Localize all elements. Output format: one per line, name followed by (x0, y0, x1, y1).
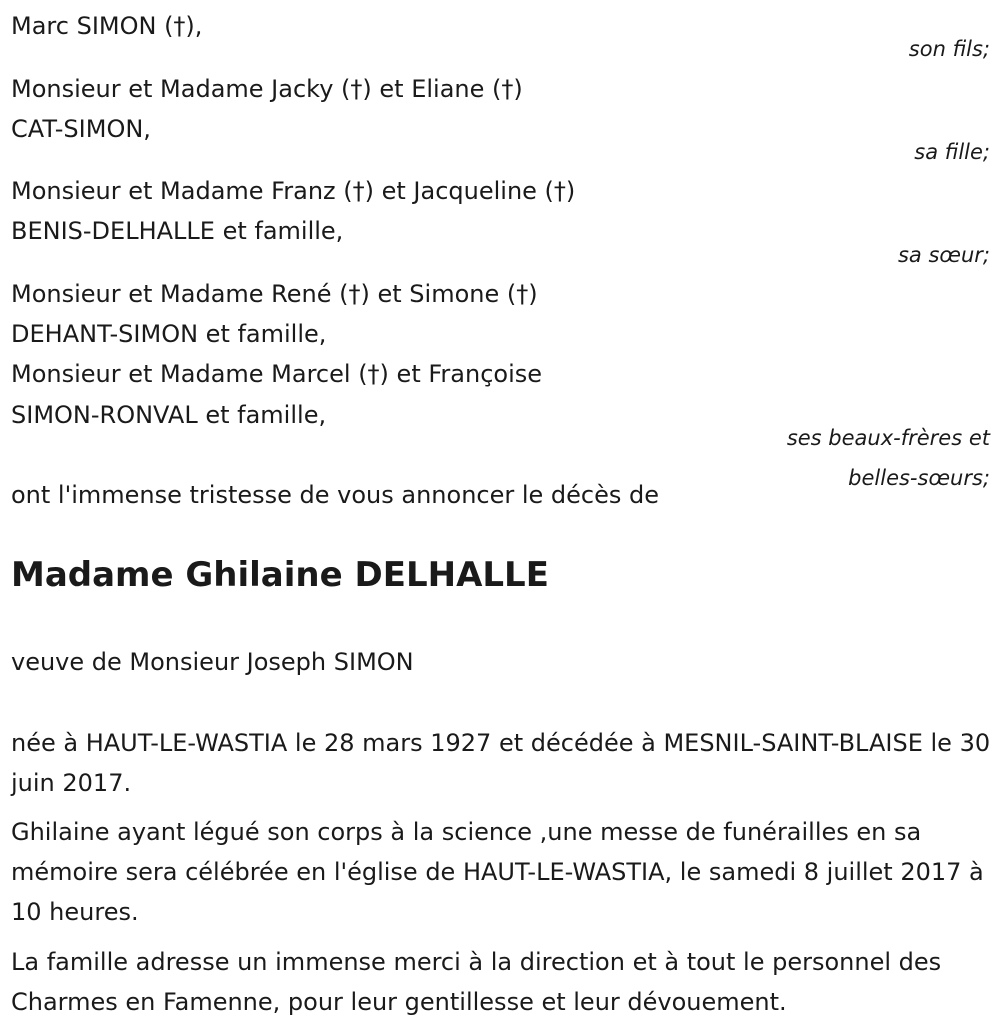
family-line: DEHANT-SIMON et famille, (11, 320, 327, 348)
family-line: Monsieur et Madame Franz (†) et Jacqueline (†) (11, 177, 576, 205)
family-line: Marc SIMON (†), (11, 12, 203, 40)
family-line: Monsieur et Madame René (†) et Simone (†) (11, 280, 538, 308)
relation-label: sa sœur; (897, 243, 990, 267)
family-line: SIMON-RONVAL et famille, (11, 401, 327, 429)
birth-death-text: née à HAUT-LE-WASTIA le 28 mars 1927 et décédée à MESNIL-SAINT-BLAISE le 30 juin 2017. (11, 729, 991, 797)
relation-label: sa fille; (914, 140, 990, 164)
family-line: Monsieur et Madame Marcel (†) et Françoise (11, 360, 543, 388)
relation-label: ses beaux-frères et (786, 426, 990, 450)
thanks-text: La famille adresse un immense merci à la direction et à tout le personnel des Charmes en Famenne, pour leur gentillesse et leur dévouement. (11, 948, 942, 1016)
funeral-text: Ghilaine ayant légué son corps à la science ,une messe de funérailles en sa mémoire sera célébrée en l'église de HAUT-LE-WASTIA, le samedi 8 juillet 2017 à 10 heures. (11, 818, 984, 926)
relation-label: son fils; (908, 37, 990, 61)
family-line: Monsieur et Madame Jacky (†) et Eliane (†) (11, 75, 523, 103)
family-line: CAT-SIMON, (11, 115, 151, 143)
family-line: BENIS-DELHALLE et famille, (11, 217, 344, 245)
announcement-text: ont l'immense tristesse de vous annoncer le décès de (11, 481, 660, 509)
widow-of-text: veuve de Monsieur Joseph SIMON (11, 648, 414, 676)
deceased-name: Madame Ghilaine DELHALLE (11, 555, 549, 595)
relation-label: belles-sœurs; (848, 466, 990, 490)
